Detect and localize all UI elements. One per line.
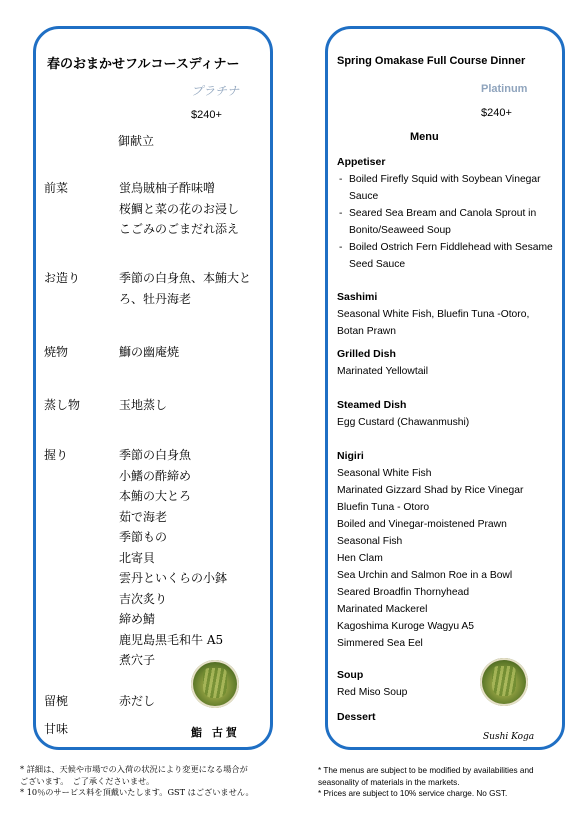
jp-item: ろ、牡丹海老 [119, 291, 192, 306]
en-footnote-line: seasonality of materials in the markets. [318, 777, 460, 787]
jp-tier-label: プラチナ [191, 84, 240, 98]
wasabi-photo [191, 660, 239, 708]
wasabi-photo [480, 658, 528, 706]
en-item: Egg Custard (Chawanmushi) [337, 417, 470, 428]
en-footnote-line: * Prices are subject to 10% service charge. No GST. [318, 789, 508, 798]
en-section-label: Sashimi [337, 291, 378, 303]
en-section-label: Dessert [337, 711, 376, 723]
jp-item: 茹で海老 [119, 509, 168, 524]
en-section-dessert [337, 709, 559, 726]
en-footnotes [318, 765, 580, 800]
jp-section-label: 蒸し物 [44, 398, 81, 412]
jp-signature: 鮨 古賀 [191, 726, 240, 739]
jp-item: 鰤の幽庵焼 [119, 345, 180, 359]
en-item: - Seared Sea Bream and Canola Sprout in Bonito/Seaweed Soup [337, 205, 559, 239]
jp-item: 鹿児島黒毛和牛 A5 [119, 632, 224, 647]
en-item: - Boiled Ostrich Fern Fiddlehead with Sesame Seed Sauce [337, 239, 559, 273]
jp-item: 締め鯖 [119, 612, 156, 626]
en-section-label: Nigiri [337, 450, 364, 462]
jp-footnote-line: * 詳細は、天候や市場での入荷の状況により変更になる場合が [20, 764, 248, 774]
jp-section-label: 甘味 [44, 722, 69, 736]
en-menu-title: Spring Omakase Full Course Dinner [337, 55, 526, 67]
en-item: Sea Urchin and Salmon Roe in a Bowl [337, 570, 513, 581]
en-item: Marinated Mackerel [337, 604, 428, 615]
en-signature: Sushi Koga [483, 732, 535, 742]
en-item: Seasonal White Fish [337, 468, 432, 479]
en-section-label: Steamed Dish [337, 399, 407, 411]
japanese-menu-card [33, 26, 273, 750]
en-item: Marinated Gizzard Shad by Rice Vinegar [337, 485, 524, 496]
en-item: Seasonal White Fish, Bluefin Tuna -Otoro, Botan Prawn [337, 309, 530, 337]
jp-item: 小鰭の酢締め [119, 468, 192, 483]
jp-menu-header: 御献立 [118, 134, 155, 148]
jp-item: 北寄貝 [119, 550, 156, 565]
en-item: Marinated Yellowtail [337, 366, 429, 377]
en-item: Seasonal Fish [337, 536, 403, 547]
jp-menu-title: 春のおまかせフルコースディナー [47, 57, 240, 72]
english-menu-card [325, 26, 565, 750]
jp-section-label: 留椀 [44, 694, 69, 708]
jp-section-label: 前菜 [44, 181, 69, 195]
jp-item: 本鮪の大とろ [119, 489, 192, 503]
jp-item: 雲丹といくらの小鉢 [119, 571, 228, 585]
jp-item: 玉地蒸し [119, 398, 168, 412]
en-item: Red Miso Soup [337, 687, 408, 698]
en-menu-header: Menu [410, 131, 439, 143]
jp-item: 赤だし [119, 694, 156, 708]
en-item: Boiled and Vinegar-moistened Prawn [337, 519, 507, 530]
jp-section-label: 焼物 [44, 345, 69, 359]
en-section-label: Grilled Dish [337, 348, 396, 360]
jp-item: こごみのごまだれ添え [119, 222, 240, 236]
en-section-label: Appetiser [337, 156, 386, 168]
jp-item: 吉次炙り [119, 591, 168, 606]
en-tier-label: Platinum [481, 83, 528, 95]
jp-item: 桜鯛と菜の花のお浸し [119, 201, 240, 216]
jp-footnote-line: * 10％のサービス料を頂戴いたします。GST はございません。 [20, 787, 254, 797]
jp-price: $240+ [191, 109, 222, 121]
en-section-nigiri [337, 448, 559, 652]
jp-item: 季節もの [119, 530, 168, 544]
jp-item: 蛍烏賊柚子酢味噌 [119, 181, 216, 195]
jp-section-label: お造り [44, 271, 81, 285]
jp-footnotes [20, 764, 290, 799]
en-footnote-line: * The menus are subject to be modified by availabilities and [318, 766, 534, 775]
jp-item: 季節の白身魚、本鮪大と [119, 271, 252, 285]
jp-section-label: 握り [44, 448, 69, 462]
jp-item: 煮穴子 [119, 653, 156, 667]
en-item: Kagoshima Kuroge Wagyu A5 [337, 621, 474, 632]
jp-footnote-line: ございます。 ご了承くださいませ。 [20, 775, 155, 786]
en-section-label: Soup [337, 669, 364, 681]
jp-item: 季節の白身魚 [119, 448, 192, 462]
en-item: - Boiled Firefly Squid with Soybean Vinegar Sauce [337, 171, 559, 205]
en-price: $240+ [481, 107, 512, 119]
en-item: Bluefin Tuna - Otoro [337, 502, 430, 513]
en-item: Hen Clam [337, 553, 383, 564]
en-section-appetiser [337, 154, 559, 273]
en-section-sashimi [337, 289, 559, 340]
en-section-steamed [337, 397, 559, 431]
en-item: Seared Broadfin Thornyhead [337, 587, 470, 598]
en-item: Simmered Sea Eel [337, 638, 423, 649]
en-section-grilled [337, 346, 559, 380]
